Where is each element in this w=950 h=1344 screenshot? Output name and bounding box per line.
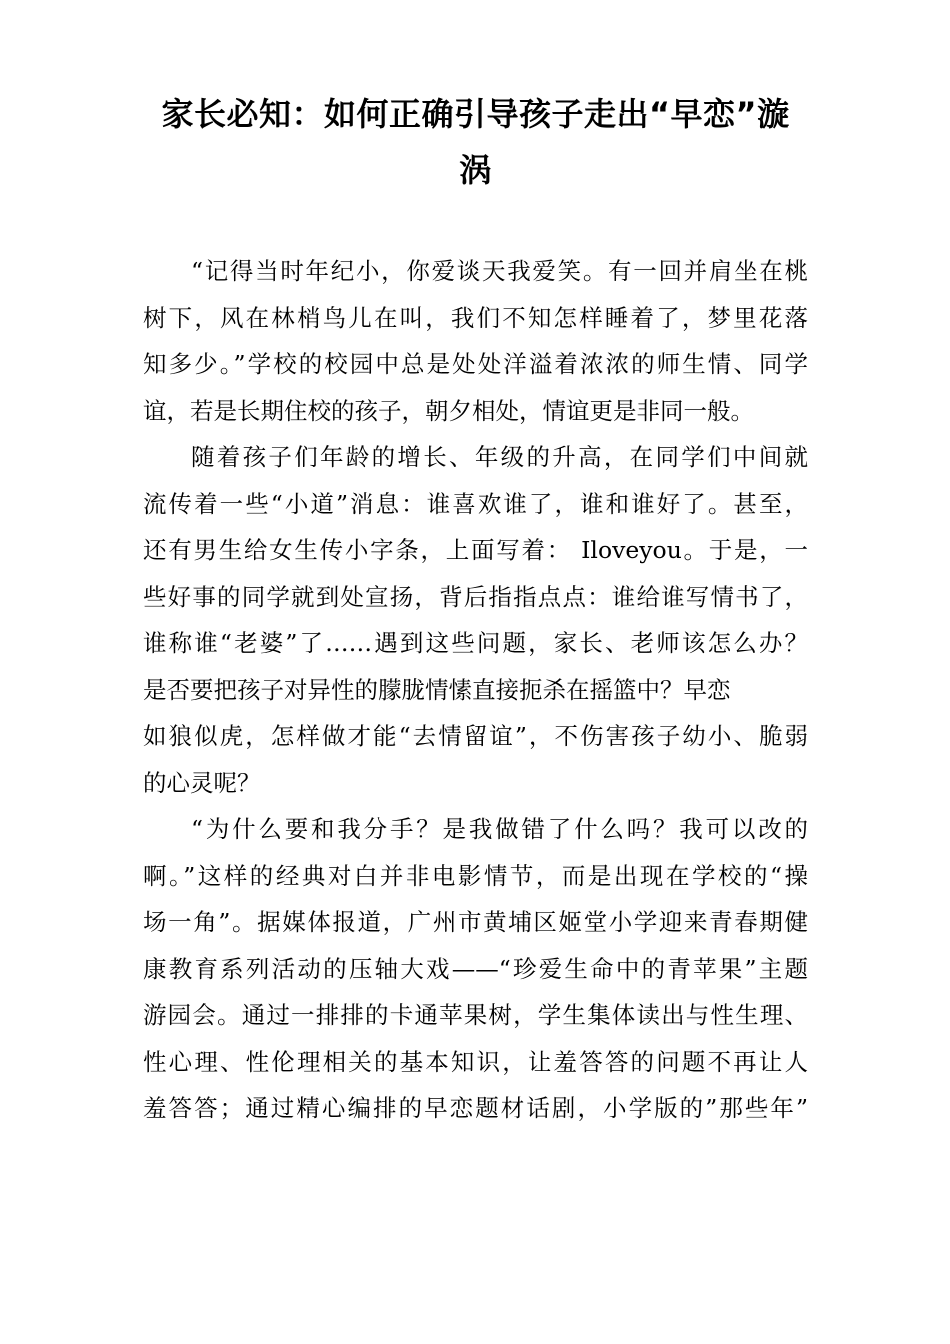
text-line: 些好事的同学就到处宣扬，背后指指点点：谁给谁写情书了， xyxy=(143,582,808,611)
text-line: 啊。”这样的经典对白并非电影情节，而是出现在学校的“操 xyxy=(143,861,808,890)
text-line: 谊，若是长期住校的孩子，朝夕相处，情谊更是非同一般。 xyxy=(143,396,754,425)
text-line: 树下，风在林梢鸟儿在叫，我们不知怎样睡着了，梦里花落 xyxy=(143,303,808,332)
text-line: 羞答答；通过精心编排的早恋题材话剧，小学版的”那些年” xyxy=(143,1094,808,1122)
text-line: 还有男生给女生传小字条，上面写着： Iloveyou。于是，一 xyxy=(143,536,808,564)
page-title xyxy=(143,86,808,198)
text-line: 谁称谁“老婆”了……遇到这些问题，家长、老师该怎么办？ xyxy=(143,629,808,657)
text-line: 随着孩子们年龄的增长、年级的升高，在同学们中间就 xyxy=(191,443,808,471)
text-line: 场一角”。据媒体报道，广州市黄埔区姬堂小学迎来青春期健 xyxy=(143,908,808,936)
body-text xyxy=(143,248,808,1132)
text-line: 的心灵呢？ xyxy=(143,768,261,797)
text-line: 康教育系列活动的压轴大戏——“珍爱生命中的青苹果”主题 xyxy=(143,954,808,983)
text-line: “记得当时年纪小，你爱谈天我爱笑。有一回并肩坐在桃 xyxy=(191,257,808,285)
title-line-2: 涡 xyxy=(459,151,492,189)
text-line: “为什么要和我分手？是我做错了什么吗？我可以改的 xyxy=(191,815,808,843)
text-line: 游园会。通过一排排的卡通苹果树，学生集体读出与性生理、 xyxy=(143,1001,808,1029)
text-line: 知多少。”学校的校园中总是处处洋溢着浓浓的师生情、同学 xyxy=(143,350,808,378)
text-line: 流传着一些“小道”消息：谁喜欢谁了，谁和谁好了。甚至， xyxy=(143,489,808,518)
text-line: 如狼似虎，怎样做才能“去情留谊”，不伤害孩子幼小、脆弱 xyxy=(143,722,808,750)
text-line: 性心理、性伦理相关的基本知识，让羞答答的问题不再让人 xyxy=(143,1047,808,1076)
text-line: 是否要把孩子对异性的朦胧情愫直接扼杀在摇篮中？早恋 xyxy=(143,675,731,704)
title-line-1: 家长必知：如何正确引导孩子走出“早恋”漩 xyxy=(161,95,790,133)
